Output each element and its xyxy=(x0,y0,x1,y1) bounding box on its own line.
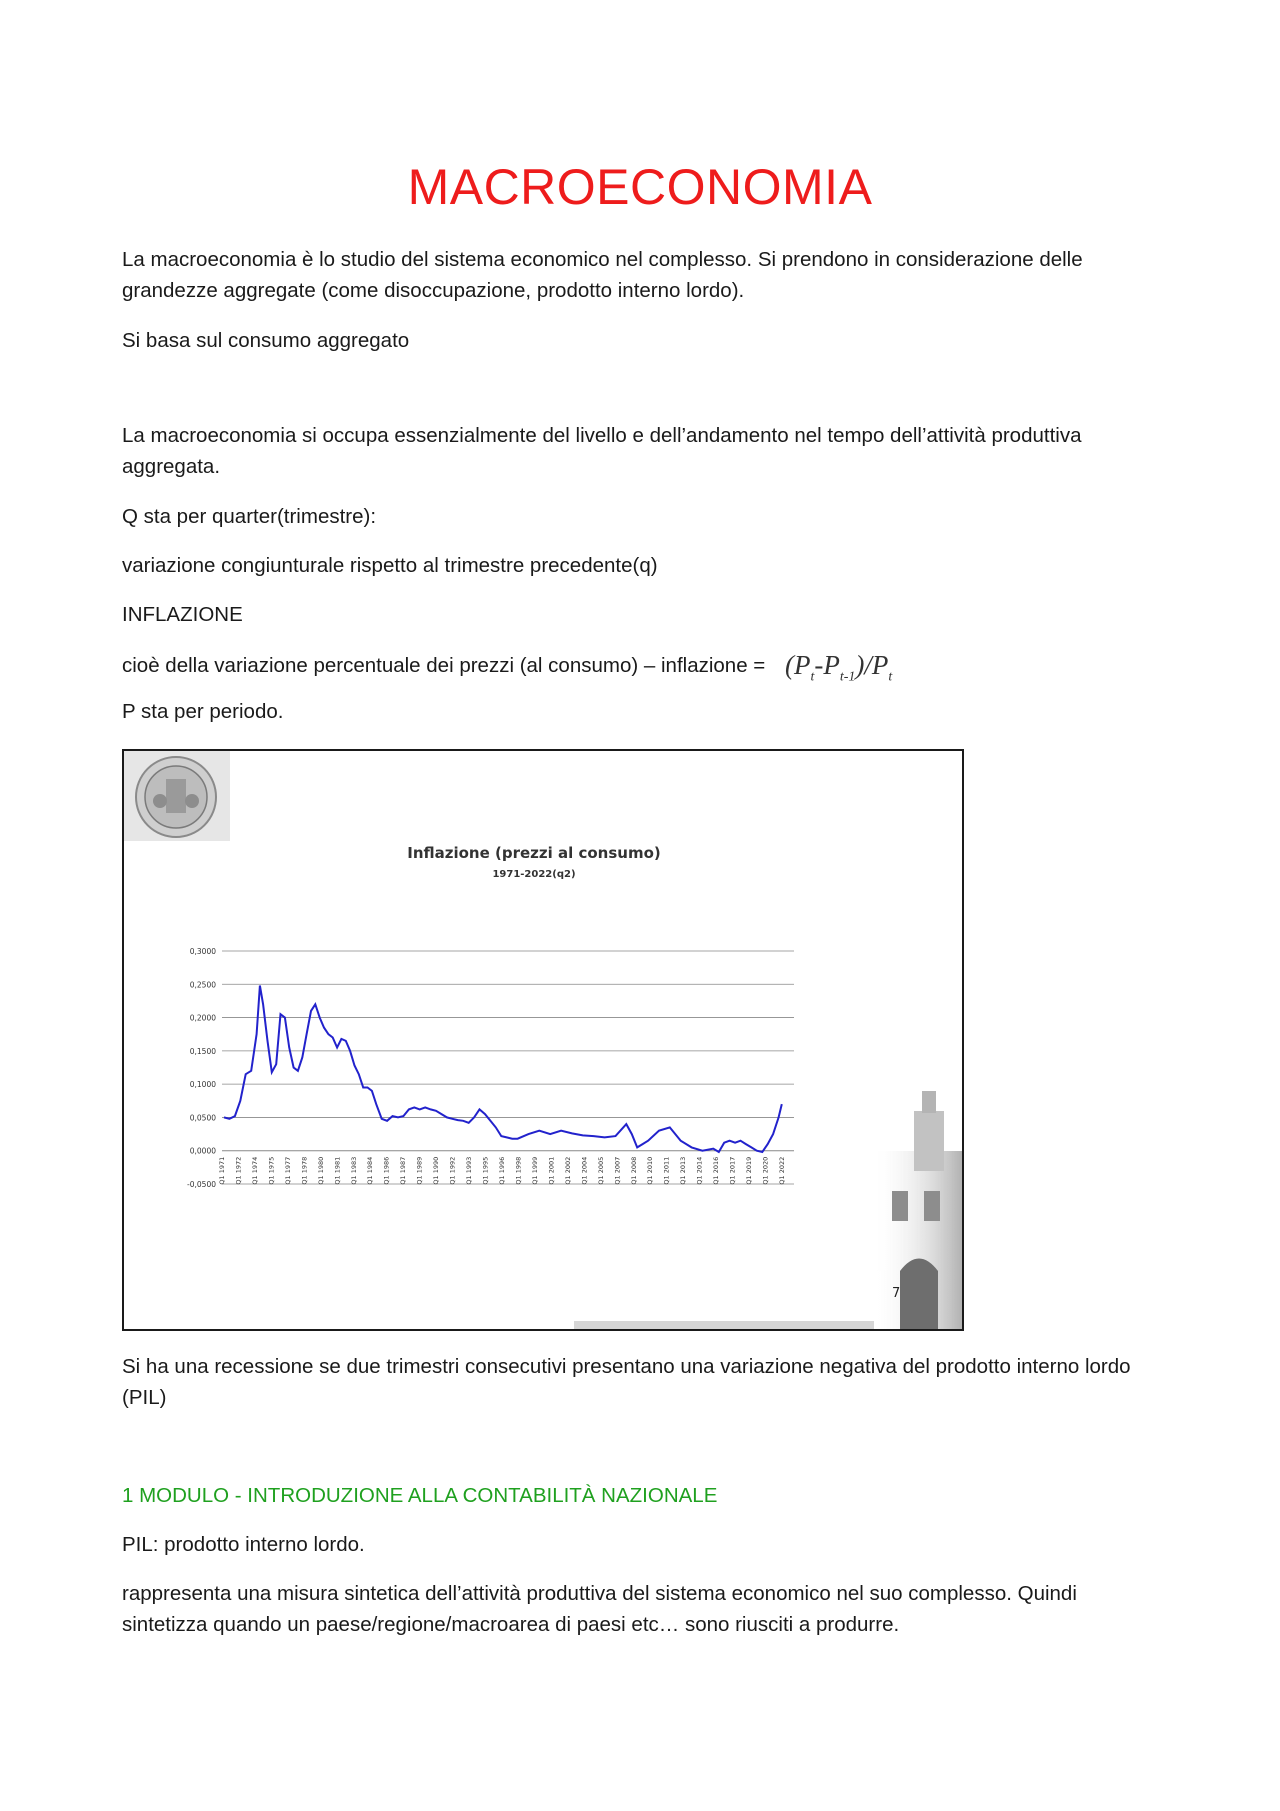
x-tick-label: Q1 1993 xyxy=(465,1156,474,1185)
x-tick-label: Q1 1998 xyxy=(514,1156,523,1185)
x-tick-label: Q1 1981 xyxy=(333,1156,342,1185)
y-tick-label: 0,0500 xyxy=(189,1113,216,1123)
x-tick-label: Q1 2020 xyxy=(761,1156,770,1185)
x-tick-label: Q1 1989 xyxy=(415,1156,424,1185)
paragraph-pil: PIL: prodotto interno lordo. xyxy=(122,1533,365,1556)
paragraph-variation: variazione congiunturale rispetto al trimestre precedente(q) xyxy=(122,554,658,577)
x-tick-label: Q1 1996 xyxy=(498,1156,506,1185)
x-tick-label: Q1 1984 xyxy=(366,1156,375,1185)
chart-title: Inflazione (prezzi al consumo) xyxy=(407,844,661,862)
section-heading: 1 MODULO - INTRODUZIONE ALLA CONTABILITÀ NAZIONALE xyxy=(122,1484,718,1507)
paragraph-period: P sta per periodo. xyxy=(122,700,284,723)
paragraph-pil-description: rappresenta una misura sintetica dell’attività produttiva del sistema economico nel suo complesso. Quindi sintetizza quando un paese/regione/macroarea di paesi etc… sono riusciti a produrre. xyxy=(122,1582,1077,1636)
y-tick-label: 0,1000 xyxy=(189,1080,216,1090)
y-tick-label: 0,3000 xyxy=(189,947,216,956)
y-tick-label: 0,0000 xyxy=(189,1146,216,1156)
x-tick-label: Q1 1987 xyxy=(399,1156,408,1185)
paragraph-inflation-heading: INFLAZIONE xyxy=(122,603,243,626)
x-tick-label: Q1 1977 xyxy=(283,1156,292,1185)
paragraph-quarter: Q sta per quarter(trimestre): xyxy=(122,505,377,528)
chart-subtitle: 1971-2022(q2) xyxy=(492,869,576,880)
x-tick-label: Q1 2022 xyxy=(778,1156,786,1185)
x-tick-label: Q1 1999 xyxy=(530,1156,539,1185)
building-watermark-icon xyxy=(574,1091,962,1329)
x-tick-label: Q1 2019 xyxy=(745,1156,754,1185)
x-tick-label: Q1 2017 xyxy=(728,1156,737,1185)
inflation-formula: $(P_t-P_{t-1})/P_t$ xyxy=(784,650,893,685)
paragraph-activity: La macroeconomia si occupa essenzialmente del livello e dell’andamento nel tempo dell’attività produttiva aggregata. xyxy=(122,424,1082,478)
university-seal-icon xyxy=(124,751,230,841)
x-tick-label: Q1 1972 xyxy=(234,1156,243,1185)
x-tick-label: Q1 2008 xyxy=(629,1156,638,1185)
x-tick-label: Q1 2004 xyxy=(580,1156,589,1185)
paragraph-definition: La macroeconomia è lo studio del sistema economico nel complesso. Si prendono in considerazione delle grandezze aggregate (come disoccupazione, prodotto interno lordo). xyxy=(122,248,1083,302)
chart-x-axis xyxy=(218,1157,786,1185)
paragraph-recession: Si ha una recessione se due trimestri consecutivi presentano una variazione negativa del prodotto interno lordo (PIL) xyxy=(122,1355,1131,1409)
x-tick-label: Q1 1995 xyxy=(481,1156,490,1185)
x-tick-label: Q1 1975 xyxy=(267,1156,276,1185)
slide-number: 7 xyxy=(892,1286,901,1301)
x-tick-label: Q1 2005 xyxy=(596,1156,605,1185)
y-tick-label: 0,2500 xyxy=(189,980,216,990)
y-tick-label: 0,2000 xyxy=(189,1013,216,1023)
x-tick-label: Q1 2007 xyxy=(613,1156,622,1185)
x-tick-label: Q1 1971 xyxy=(218,1156,226,1185)
x-tick-label: Q1 2011 xyxy=(662,1156,671,1185)
x-tick-label: Q1 2002 xyxy=(563,1156,572,1185)
x-tick-label: Q1 1974 xyxy=(250,1156,259,1185)
y-tick-label: 0,1500 xyxy=(189,1046,216,1056)
x-tick-label: Q1 1980 xyxy=(316,1156,325,1185)
formula-label: cioè della variazione percentuale dei prezzi (al consumo) – inflazione = xyxy=(122,654,766,677)
x-tick-label: Q1 1986 xyxy=(382,1156,391,1185)
inflation-chart-figure xyxy=(122,749,964,1331)
x-tick-label: Q1 1978 xyxy=(300,1156,309,1185)
x-tick-label: Q1 2010 xyxy=(646,1156,655,1185)
x-tick-label: Q1 2014 xyxy=(695,1156,704,1185)
y-tick-label: -0,0500 xyxy=(187,1180,216,1189)
x-tick-label: Q1 2013 xyxy=(679,1156,688,1185)
x-tick-label: Q1 1990 xyxy=(432,1156,441,1185)
x-tick-label: Q1 1983 xyxy=(349,1156,358,1185)
x-tick-label: Q1 2016 xyxy=(712,1156,721,1185)
inflation-chart xyxy=(124,751,962,1329)
chart-y-axis xyxy=(187,947,216,1189)
x-tick-label: Q1 1992 xyxy=(448,1156,457,1185)
paragraph-consumption: Si basa sul consumo aggregato xyxy=(122,329,410,352)
inflation-series-line xyxy=(224,986,782,1152)
page-title: MACROECONOMIA xyxy=(407,159,873,215)
x-tick-label: Q1 2001 xyxy=(547,1156,556,1185)
paragraph-inflation-formula xyxy=(122,648,1162,690)
